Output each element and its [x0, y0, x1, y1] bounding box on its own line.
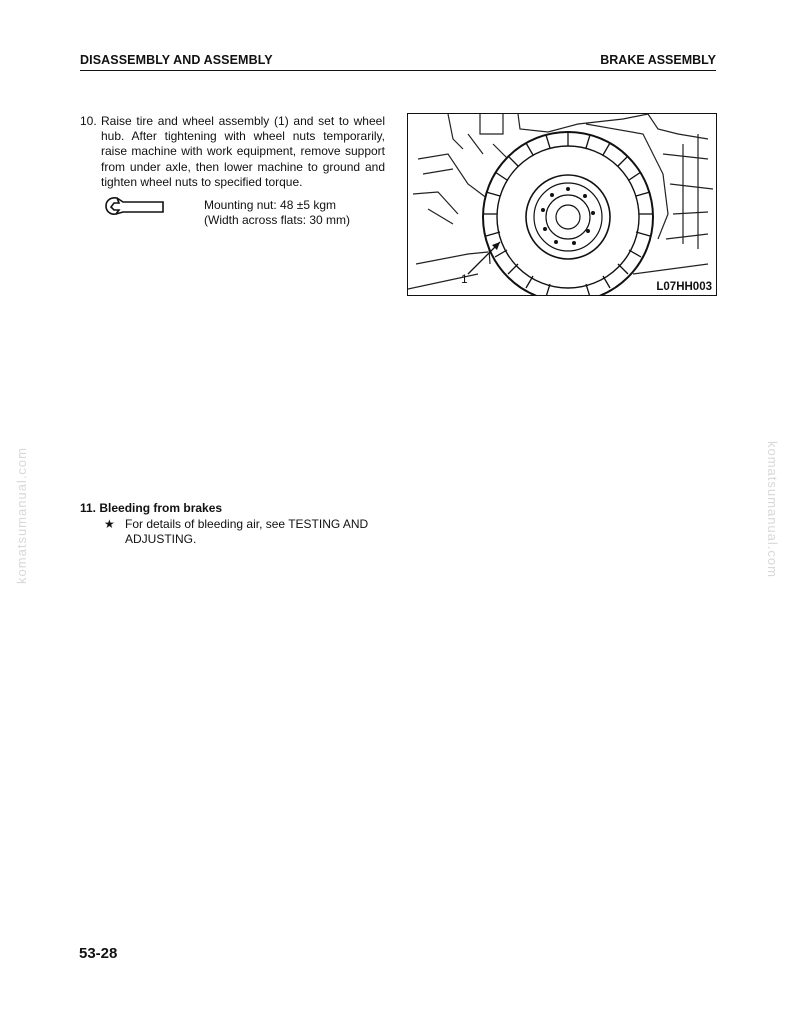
step-11-title: 11. Bleeding from brakes — [80, 501, 223, 515]
figure-callout-1: 1 — [461, 272, 468, 286]
page-number: 53-28 — [79, 945, 118, 962]
watermark-left: komatsumanual.com — [14, 447, 29, 584]
star-icon: ★ — [104, 517, 115, 531]
spec-width-across-flats: (Width across flats: 30 mm) — [204, 213, 351, 227]
tire-wheel-figure — [407, 113, 717, 296]
wrench-icon — [103, 195, 165, 219]
step-11-note-text: For details of bleeding air, see TESTING AND ADJUSTING. — [125, 517, 369, 546]
step-10-text: Raise tire and wheel assembly (1) and set to wheel hub. After tightening with wheel nuts temporarily, raise machine with work equipment, remove support from under axle, then lower machine to ground and tighten wheel nuts to specified torque. — [101, 114, 385, 189]
watermark-right: komatsumanual.com — [765, 441, 780, 578]
step-11-note — [104, 517, 390, 547]
step-10 — [80, 114, 385, 190]
figure-code: L07HH003 — [656, 281, 712, 293]
section-title: DISASSEMBLY AND ASSEMBLY — [80, 53, 273, 67]
torque-spec — [204, 198, 350, 228]
tire-wheel-illustration — [408, 114, 717, 296]
spec-mounting-nut: Mounting nut: 48 ±5 kgm — [204, 198, 336, 212]
step-10-number: 10. — [80, 114, 97, 128]
step-11 — [80, 501, 390, 547]
topic-title: BRAKE ASSEMBLY — [600, 53, 716, 67]
page-header — [80, 53, 716, 71]
